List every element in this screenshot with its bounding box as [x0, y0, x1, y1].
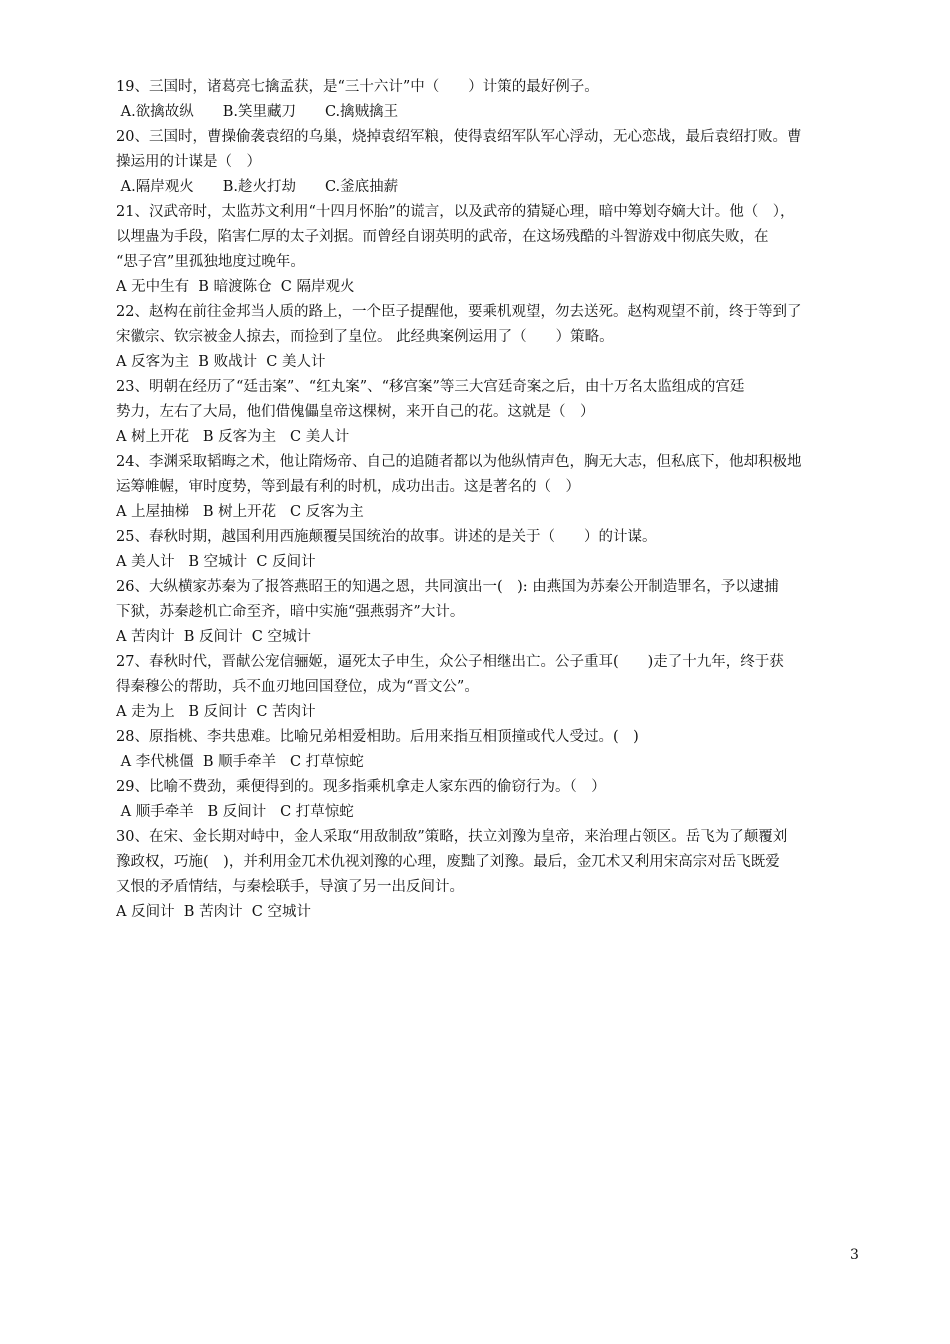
text-line: 运筹帷幄，审时度势，等到最有利的时机，成功出击。这是著名的（ ） [116, 479, 580, 495]
text-line: A 无中生有 B 暗渡陈仓 C 隔岸观火 [116, 279, 355, 295]
text-line: 30、在宋、金长期对峙中，金人采取“用敌制敌”策略，扶立刘豫为皇帝，来治理占领区。岳飞为了颠覆刘 [116, 829, 788, 845]
text-line: “思子宫”里孤独地度过晚年。 [116, 254, 305, 270]
text-line: 23、明朝在经历了“廷击案”、“红丸案”、“移宫案”等三大宫廷奇案之后，由十万名太监组成的宫廷 [116, 379, 745, 395]
text-line: A 走为上 B 反间计 C 苦肉计 [116, 704, 316, 720]
text-line: 又恨的矛盾情结，与秦桧联手，导演了另一出反间计。 [116, 879, 464, 895]
text-line: A.隔岸观火 B.趁火打劫 C.釜底抽薪 [116, 179, 399, 195]
text-line: 得秦穆公的帮助，兵不血刃地回国登位，成为“晋文公”。 [116, 679, 479, 695]
text-line: 19、三国时，诸葛亮七擒孟获，是“三十六计”中（ ）计策的最好例子。 [116, 79, 599, 95]
text-line: 操运用的计谋是（ ） [116, 154, 261, 170]
text-line: A 顺手牵羊 B 反间计 C 打草惊蛇 [116, 804, 354, 820]
document-body [116, 75, 868, 925]
text-line: 29、比喻不费劲，乘便得到的。现多指乘机拿走人家东西的偷窃行为。（ ） [116, 779, 606, 795]
text-line: A 美人计 B 空城计 C 反间计 [116, 554, 316, 570]
text-line: 以埋蛊为手段，陷害仁厚的太子刘据。而曾经自诩英明的武帝，在这场残酷的斗智游戏中彻底失败，在 [116, 229, 769, 245]
text-line: 宋徽宗、钦宗被金人掠去，而捡到了皇位。 此经典案例运用了（ ）策略。 [116, 329, 614, 345]
text-line: A 反间计 B 苦肉计 C 空城计 [116, 904, 311, 920]
text-line: A 苦肉计 B 反间计 C 空城计 [116, 629, 311, 645]
text-line: 25、春秋时期，越国利用西施颠覆吴国统治的故事。讲述的是关于（ ）的计谋。 [116, 529, 657, 545]
text-line: 24、李渊采取韬晦之术，他让隋炀帝、自己的追随者都以为他纵情声色，胸无大志，但私底下，他却积极地 [116, 454, 802, 470]
text-line: 20、三国时，曹操偷袭袁绍的乌巢，烧掉袁绍军粮，使得袁绍军队军心浮动，无心恋战，最后袁绍打败。曹 [116, 129, 802, 145]
text-line: A 反客为主 B 败战计 C 美人计 [116, 354, 326, 370]
text-line: 28、原指桃、李共患难。比喻兄弟相爱相助。后用来指互相顶撞或代人受过。( ) [116, 729, 639, 745]
text-line: A 上屋抽梯 B 树上开花 C 反客为主 [116, 504, 364, 520]
text-line: 26、大纵横家苏秦为了报答燕昭王的知遇之恩，共同演出一( ): 由燕国为苏秦公开制造罪名，予以逮捕 [116, 579, 779, 595]
text-line: A 李代桃僵 B 顺手牵羊 C 打草惊蛇 [116, 754, 364, 770]
text-line: A 树上开花 B 反客为主 C 美人计 [116, 429, 350, 445]
text-line: 下狱，苏秦趁机亡命至齐，暗中实施“强燕弱齐”大计。 [116, 604, 465, 620]
text-line: 22、赵构在前往金邦当人质的路上，一个臣子提醒他，要乘机观望，勿去送死。赵构观望不前，终于等到了 [116, 304, 802, 320]
page-number: 3 [850, 1247, 859, 1263]
text-line: 27、春秋时代，晋献公宠信骊姬，逼死太子申生，众公子相继出亡。公子重耳( )走了十九年，终于获 [116, 654, 784, 670]
text-line: 21、汉武帝时，太监苏文利用“十四月怀胎”的谎言，以及武帝的猜疑心理，暗中筹划夺嫡大计。他（ ）， [116, 204, 795, 220]
text-line: A.欲擒故纵 B.笑里藏刀 C.擒贼擒王 [116, 104, 399, 120]
text-line: 势力，左右了大局，他们借傀儡皇帝这棵树，来开自己的花。这就是（ ） [116, 404, 595, 420]
text-line: 豫政权，巧施( )，并利用金兀术仇视刘豫的心理，废黜了刘豫。最后，金兀术又利用宋高宗对岳飞既爱 [116, 854, 780, 870]
